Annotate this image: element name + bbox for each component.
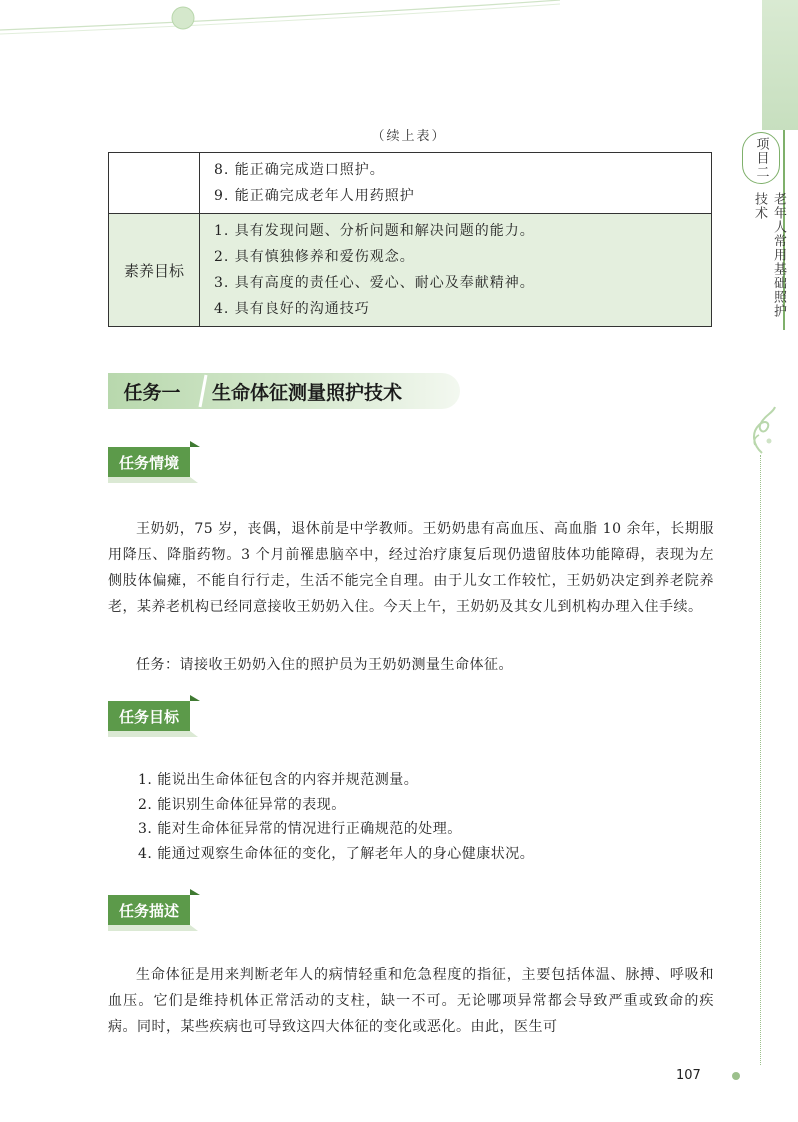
list-item: 2. 能识别生命体征异常的表现。 (138, 796, 346, 813)
section-tag-objectives (108, 695, 198, 739)
list-item: 4. 能通过观察生命体征的变化，了解老年人的身心健康状况。 (138, 845, 535, 862)
list-item: 1. 能说出生命体征包含的内容并规范测量。 (138, 772, 419, 788)
list-item: 8. 能正确完成造口照护。 (214, 162, 385, 178)
list-item: 3. 能对生命体征异常的情况进行正确规范的处理。 (138, 821, 462, 837)
table-row-content (200, 153, 712, 214)
corner-dot (732, 1072, 740, 1080)
scenario-paragraph: 王奶奶，75 岁，丧偶，退休前是中学教师。王奶奶患有高血压、高血脂 10 余年，长期服用降压、降脂药物。3 个月前罹患脑卒中，经过治疗康复后现仍遗留肢体功能障碍，表现为左侧肢体偏瘫，不能自行行走，生活不能完全自理。由于儿女工作较忙，王奶奶决定到养老院养老，某养老机构已经同意接收王奶奶入住。今天上午，王奶奶及其女儿到机构办理入住手续。 (108, 521, 714, 615)
task-title: 生命体征测量照护技术 (212, 381, 403, 404)
project-side-tab (740, 130, 786, 330)
task-banner (108, 373, 460, 409)
section-tag-label: 任务描述 (118, 901, 179, 920)
continued-note: （续上表） (371, 129, 447, 144)
task-number: 任务一 (123, 381, 181, 404)
flourish-icon (745, 405, 779, 455)
table-row-label (109, 153, 200, 214)
table-row (109, 214, 712, 327)
list-item: 2. 具有慎独修养和爱伤观念。 (214, 249, 415, 265)
table-row-content (200, 214, 712, 327)
table-row (109, 153, 712, 214)
description-paragraph: 生命体征是用来判断老年人的病情轻重和危急程度的指征，主要包括体温、脉搏、呼吸和血压。它们是维持机体正常活动的支柱，缺一不可。无论哪项异常都会导致严重或致命的疾病。同时，某些疾病也可导致这四大体征的变化或恶化。由此，医生可 (108, 967, 714, 1035)
page-number: 107 (676, 1068, 701, 1083)
section-tag-label: 任务目标 (118, 707, 179, 726)
scenario-assignment: 任务：请接收王奶奶入住的照护员为王奶奶测量生命体征。 (136, 657, 513, 673)
section-tag-scenario (108, 441, 198, 485)
section-tag-description (108, 889, 198, 933)
list-item: 9. 能正确完成老年人用药照护 (214, 188, 415, 204)
list-item: 1. 具有发现问题、分析问题和解决问题的能力。 (214, 223, 535, 239)
project-title: 老年人常用基础照护技术 (752, 192, 786, 318)
banner-divider (196, 373, 210, 409)
project-label: 项目二 (753, 137, 769, 179)
objectives-list (138, 768, 534, 866)
section-tag-label: 任务情境 (118, 453, 179, 472)
list-item: 3. 具有高度的责任心、爱心、耐心及奉献精神。 (214, 275, 535, 291)
side-band-decoration (762, 0, 798, 130)
list-item: 4. 具有良好的沟通技巧 (214, 301, 370, 317)
goals-table (108, 152, 712, 327)
header-decoration (0, 0, 798, 60)
side-dotted-line (760, 455, 761, 1065)
table-row-label: 素养目标 (109, 214, 200, 327)
